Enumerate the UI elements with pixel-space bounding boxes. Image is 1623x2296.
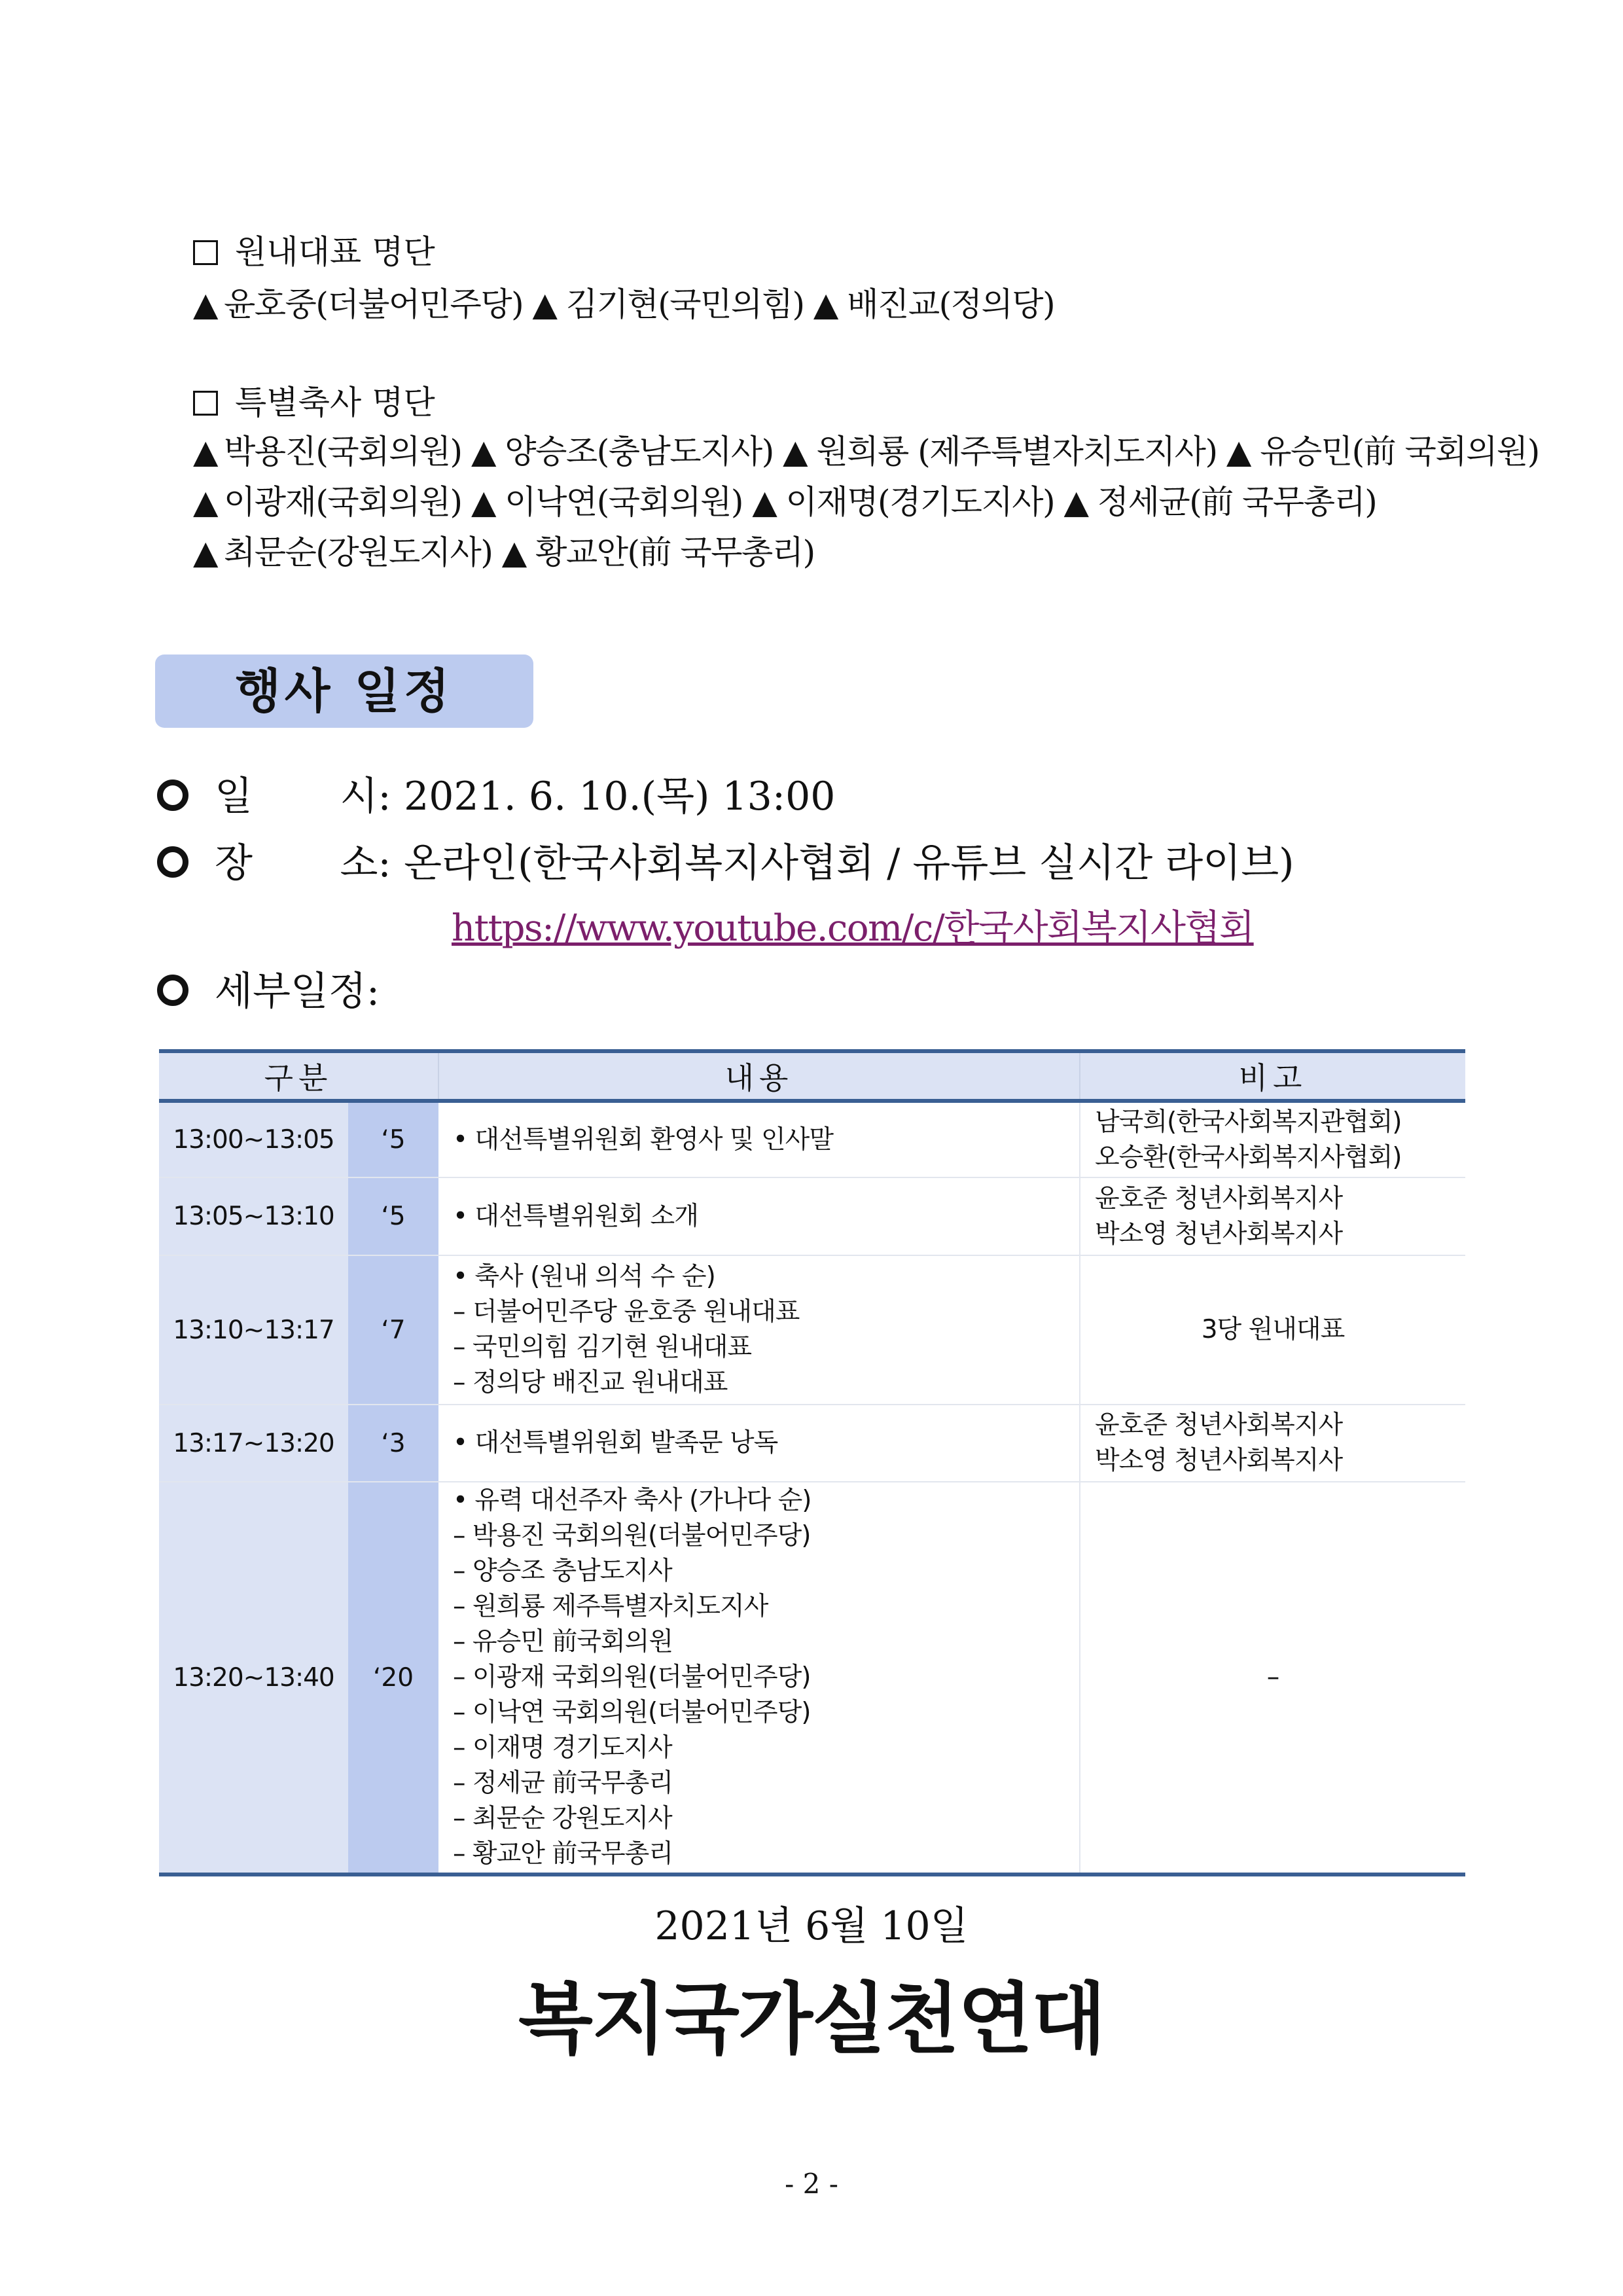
- table-row: [159, 1255, 1465, 1405]
- row-content: • 대선특별위원회 환영사 및 인사말: [438, 1101, 1080, 1177]
- header-note: 비고: [1080, 1051, 1465, 1101]
- row-duration: ‘20: [348, 1482, 438, 1874]
- speech-line: ▲ 박용진(국회의원) ▲ 양승조(충남도지사) ▲ 원희룡 (제주특별자치도지사) ▲ 유승민(前 국회의원): [193, 433, 1539, 471]
- speech-line: ▲ 최문순(강원도지사) ▲ 황교안(前 국무총리): [193, 533, 815, 571]
- schedule-table: [159, 1049, 1465, 1876]
- circle-bullet-icon: [157, 846, 188, 878]
- triangle-icon: ▲: [193, 433, 217, 471]
- date-line: 일 시: 2021. 6. 10.(목) 13:00: [157, 774, 835, 819]
- triangle-icon: ▲: [193, 533, 217, 571]
- event-title: 행사 일정: [155, 655, 533, 728]
- speech-heading: 특별축사 명단: [193, 383, 435, 422]
- row-content: • 축사 (원내 의석 수 순) – 더불어민주당 윤호중 원내대표 – 국민의힘 김기현 원내대표 – 정의당 배진교 원내대표: [438, 1255, 1080, 1405]
- row-duration: ‘5: [348, 1101, 438, 1177]
- row-note: 윤호준 청년사회복지사 박소영 청년사회복지사: [1080, 1177, 1465, 1255]
- checkbox-square-icon: [193, 391, 218, 416]
- row-content: • 대선특별위원회 발족문 낭독: [438, 1405, 1080, 1482]
- speech-line: ▲ 이광재(국회의원) ▲ 이낙연(국회의원) ▲ 이재명(경기도지사) ▲ 정세균(前 국무총리): [193, 483, 1377, 521]
- row-note: 3당 원내대표: [1080, 1255, 1465, 1405]
- checkbox-square-icon: [193, 240, 218, 265]
- triangle-icon: ▲: [193, 483, 217, 521]
- header-category: 구분: [159, 1051, 438, 1101]
- circle-bullet-icon: [157, 780, 188, 811]
- leaders-heading: 원내대표 명단: [193, 232, 435, 272]
- table-row: [159, 1101, 1465, 1177]
- youtube-link[interactable]: https://www.youtube.com/c/한국사회복지사협회: [452, 907, 1254, 950]
- circle-bullet-icon: [157, 975, 188, 1006]
- row-content: • 유력 대선주자 축사 (가나다 순) – 박용진 국회의원(더불어민주당) – 양승조 충남도지사 – 원희룡 제주특별자치도지사 – 유승민 前국회의원 – 이광재 국회의원(더불어민주당) – 이낙연 국회의원(더불어민주당) – 이재명 경기도지사 – 정세균 前국무총리 – 최문순 강원도지사 – 황교안 前국무총리: [438, 1482, 1080, 1874]
- page-number: - 2 -: [785, 2168, 838, 2200]
- place-line: 장 소: 온라인(한국사회복지사협회 / 유튜브 실시간 라이브): [157, 840, 1294, 886]
- row-time: 13:20~13:40: [159, 1482, 348, 1874]
- footer-date: 2021년 6월 10일: [654, 1903, 969, 1949]
- row-time: 13:17~13:20: [159, 1405, 348, 1482]
- row-note: –: [1080, 1482, 1465, 1874]
- row-duration: ‘7: [348, 1255, 438, 1405]
- row-duration: ‘5: [348, 1177, 438, 1255]
- row-note: 남국희(한국사회복지관협회) 오승환(한국사회복지사협회): [1080, 1101, 1465, 1177]
- table-row: [159, 1482, 1465, 1874]
- header-content: 내용: [438, 1051, 1080, 1101]
- row-time: 13:05~13:10: [159, 1177, 348, 1255]
- leaders-line: ▲ 윤호중(더불어민주당) ▲ 김기현(국민의힘) ▲ 배진교(정의당): [193, 285, 1055, 323]
- row-note: 윤호준 청년사회복지사 박소영 청년사회복지사: [1080, 1405, 1465, 1482]
- row-time: 13:00~13:05: [159, 1101, 348, 1177]
- row-time: 13:10~13:17: [159, 1255, 348, 1405]
- table-header-row: [159, 1051, 1465, 1101]
- row-content: • 대선특별위원회 소개: [438, 1177, 1080, 1255]
- triangle-icon: ▲: [193, 285, 217, 323]
- table-row: [159, 1177, 1465, 1255]
- table-row: [159, 1405, 1465, 1482]
- schedule-line: 세부일정:: [157, 969, 380, 1014]
- row-duration: ‘3: [348, 1405, 438, 1482]
- organization-name: 복지국가실천연대: [518, 1974, 1105, 2064]
